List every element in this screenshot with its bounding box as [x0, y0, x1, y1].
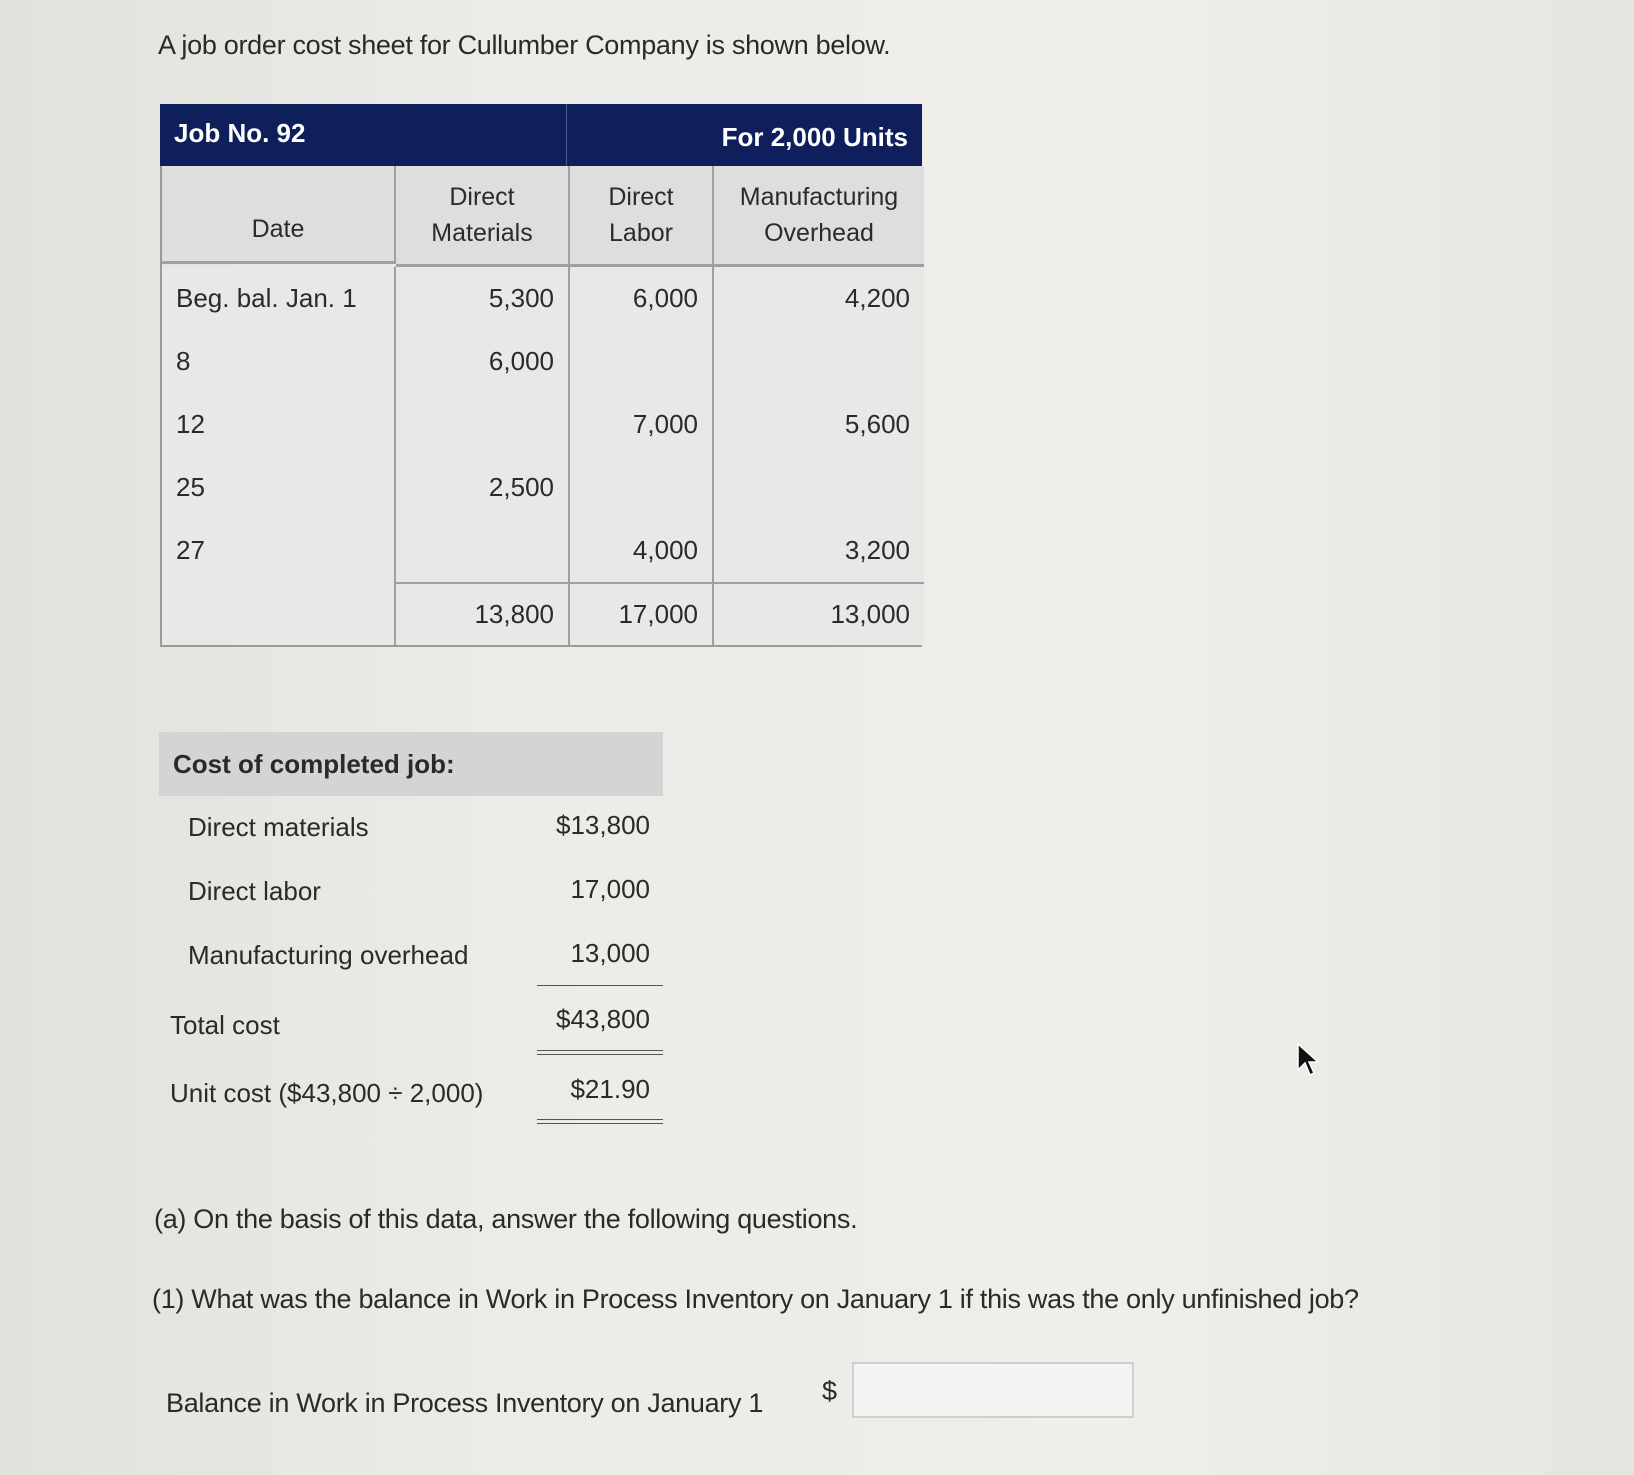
part-a-text: (a) On the basis of this data, answer the following questions. — [154, 1204, 858, 1234]
table-cell: 6,000 — [488, 346, 554, 376]
header-dl-line2: Labor — [609, 219, 673, 247]
sheet-header — [160, 104, 922, 166]
header-dm-line1: Direct — [449, 183, 515, 211]
header-direct-labor — [570, 166, 714, 267]
total-direct-materials: 13,800 — [396, 582, 568, 645]
direct-materials-column — [396, 267, 570, 645]
table-cell: 8 — [176, 346, 191, 376]
header-date — [162, 166, 396, 264]
table-cell — [396, 519, 568, 582]
direct-materials-value: $13,800 — [556, 810, 650, 840]
header-moh-line2: Overhead — [764, 219, 874, 247]
direct-labor-column — [570, 267, 714, 645]
direct-materials-label: Direct materials — [188, 812, 369, 842]
cost-sheet-grid — [160, 166, 922, 647]
table-cell — [570, 456, 712, 519]
table-cell: 12 — [176, 409, 205, 439]
subtotal-rule — [537, 985, 663, 986]
header-manufacturing-overhead — [714, 166, 924, 267]
table-cell: Beg. bal. Jan. 1 — [176, 283, 357, 313]
table-cell — [714, 456, 924, 519]
unit-cost-value: $21.90 — [570, 1074, 650, 1104]
table-cell: 4,000 — [632, 535, 698, 565]
table-cell: 4,200 — [844, 283, 910, 313]
total-overhead: 13,000 — [714, 582, 924, 645]
table-cell-empty — [162, 582, 394, 645]
table-cell: 7,000 — [632, 409, 698, 439]
table-cell: 2,500 — [488, 472, 554, 502]
overhead-column — [714, 267, 924, 645]
table-cell — [714, 330, 924, 393]
total-rule-1 — [537, 1050, 663, 1051]
cost-of-completed-job-heading: Cost of completed job: — [159, 732, 663, 796]
direct-labor-label: Direct labor — [188, 876, 321, 906]
total-cost-label: Total cost — [170, 1010, 280, 1040]
answer-label: Balance in Work in Process Inventory on January 1 — [166, 1388, 764, 1418]
total-cost-value: $43,800 — [556, 1004, 650, 1034]
overhead-label: Manufacturing overhead — [188, 940, 469, 970]
total-rule-2 — [537, 1054, 663, 1055]
table-cell: 3,200 — [844, 535, 910, 565]
intro-text: A job order cost sheet for Cullumber Company is shown below. — [158, 30, 891, 60]
overhead-value: 13,000 — [570, 938, 650, 968]
date-column — [162, 267, 396, 645]
header-divider — [566, 104, 567, 166]
units-label: For 2,000 Units — [721, 122, 908, 152]
table-cell: 5,600 — [844, 409, 910, 439]
job-number: Job No. 92 — [174, 118, 306, 148]
table-cell: 27 — [176, 535, 205, 565]
header-dm-line2: Materials — [431, 219, 533, 247]
table-cell: 6,000 — [632, 283, 698, 313]
job-cost-sheet — [160, 104, 922, 647]
table-cell — [396, 393, 568, 456]
unit-rule-1 — [537, 1119, 663, 1120]
unit-rule-2 — [537, 1123, 663, 1124]
unit-cost-label: Unit cost ($43,800 ÷ 2,000) — [170, 1078, 484, 1108]
wip-balance-input[interactable] — [852, 1362, 1134, 1418]
header-date-label: Date — [251, 214, 305, 243]
header-dl-line1: Direct — [608, 183, 674, 211]
table-cell — [570, 330, 712, 393]
question-1-text: (1) What was the balance in Work in Process Inventory on January 1 if this was the only unfinished job? — [152, 1284, 1359, 1314]
header-moh-line1: Manufacturing — [739, 183, 899, 211]
currency-symbol: $ — [822, 1376, 837, 1406]
direct-labor-value: 17,000 — [570, 874, 650, 904]
header-direct-materials — [396, 166, 570, 267]
table-cell: 5,300 — [488, 283, 554, 313]
total-direct-labor: 17,000 — [570, 582, 712, 645]
table-cell: 25 — [176, 472, 205, 502]
mouse-cursor-icon — [1296, 1042, 1324, 1078]
